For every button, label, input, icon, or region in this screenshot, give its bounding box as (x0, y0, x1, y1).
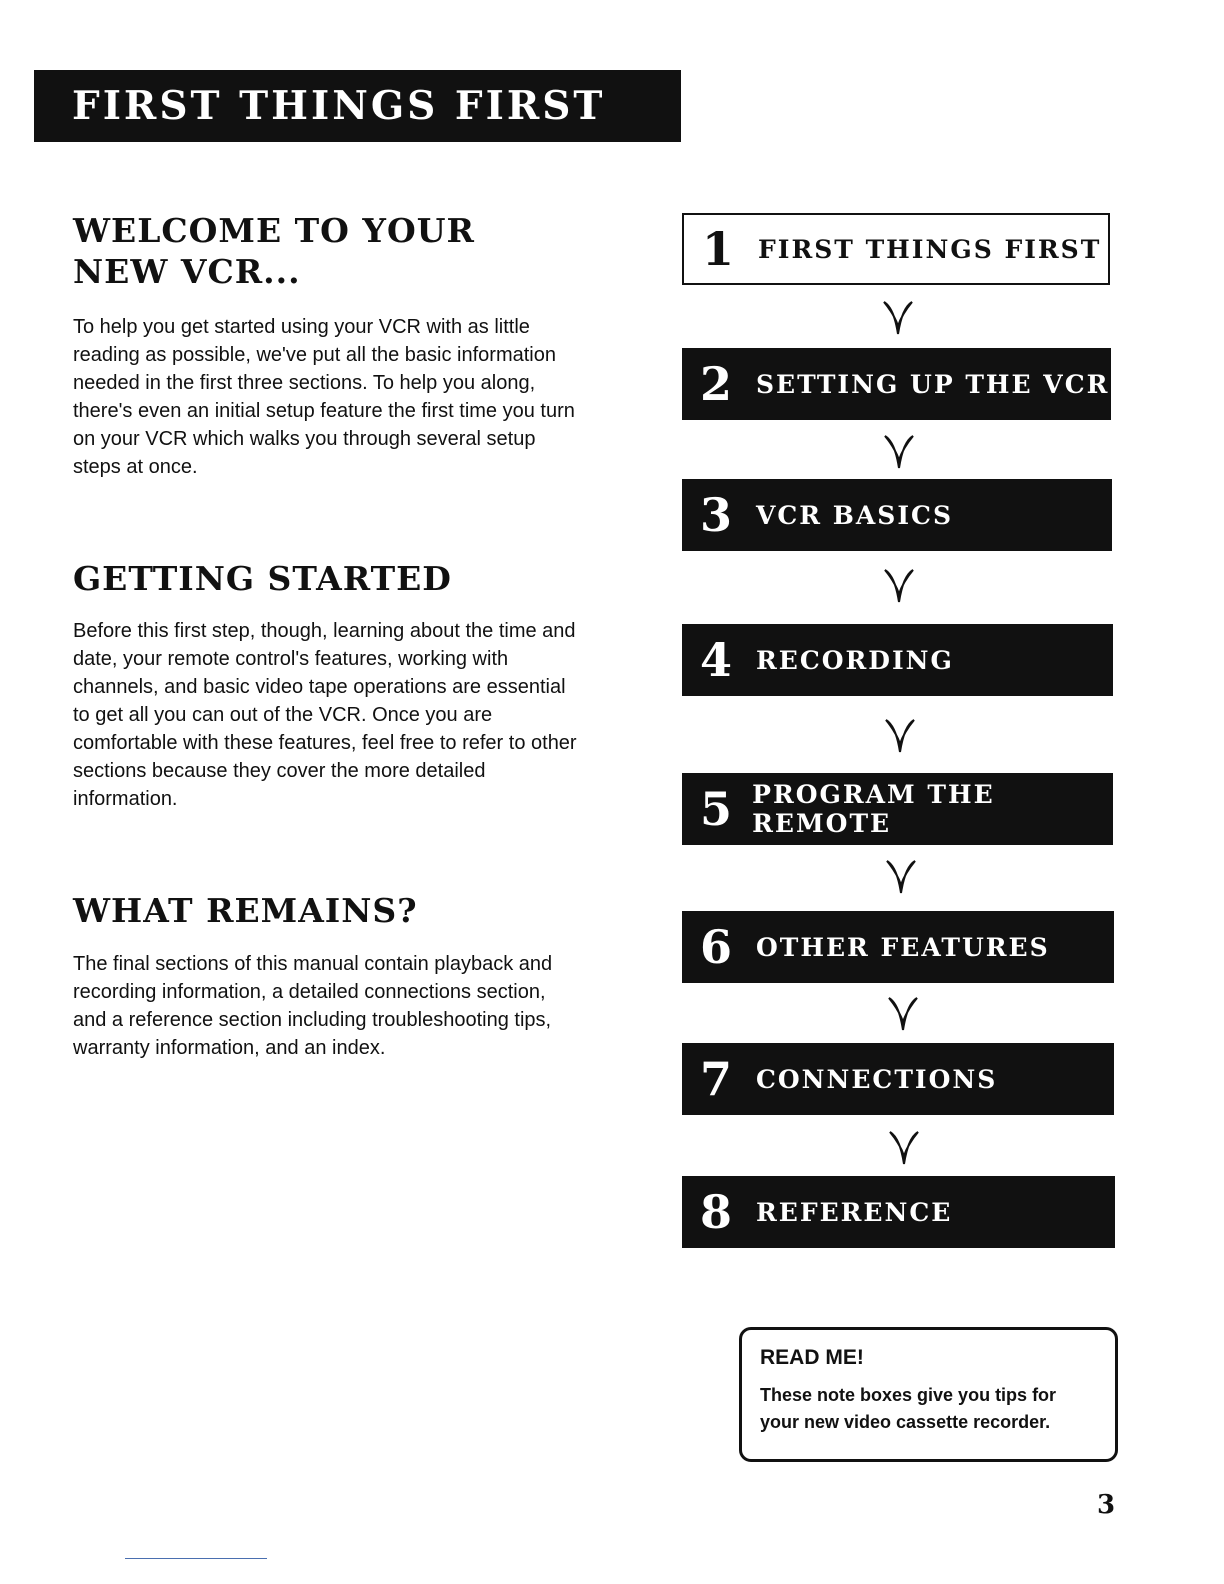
header-bar (34, 70, 681, 142)
section-body-getting-started: Before this first step, though, learning about the time and date, your remote control's features, working with channels, and basic video tape operations are essential to get all you can out of the VCR. Once you are comfortable with these features, feel free to refer to other sections because they cover the more detailed information. (73, 620, 577, 810)
step-label: SETTING UP THE VCR (756, 369, 1110, 399)
step-number: 3 (700, 488, 733, 542)
note-box (739, 1327, 1118, 1462)
step-number: 1 (702, 222, 735, 276)
down-arrow-icon (883, 992, 923, 1036)
down-arrow-icon (880, 714, 920, 758)
step-label: OTHER FEATURES (756, 932, 1050, 962)
flow-step-3 (682, 479, 1112, 551)
step-number: 6 (700, 920, 733, 974)
flow-step-5 (682, 773, 1113, 845)
step-number: 8 (700, 1185, 733, 1239)
step-label: PROGRAM THE REMOTE (752, 780, 995, 838)
down-arrow-icon (879, 564, 919, 608)
step-number: 7 (700, 1052, 733, 1106)
page-number: 3 (1097, 1490, 1116, 1520)
section-body-what-remains: The final sections of this manual contain playback and recording information, a detailed connections section, and a reference section including troubleshooting tips, warranty information, and an index. (73, 953, 553, 1059)
flow-step-4 (682, 624, 1113, 696)
section-heading-what-remains: WHAT REMAINS? (73, 891, 418, 930)
footer-rule (125, 1558, 267, 1559)
step-number: 4 (700, 633, 733, 687)
flow-step-1 (682, 213, 1110, 285)
section-heading-getting-started: GETTING STARTED (73, 559, 452, 598)
down-arrow-icon (884, 1126, 924, 1170)
down-arrow-icon (881, 855, 921, 899)
note-title: READ ME! (760, 1346, 864, 1369)
step-label: VCR BASICS (756, 500, 954, 530)
step-number: 2 (700, 357, 733, 411)
step-label: CONNECTIONS (756, 1064, 998, 1094)
step-label: RECORDING (756, 645, 954, 675)
step-label: REFERENCE (756, 1197, 953, 1227)
section-heading-welcome: WELCOME TO YOUR NEW VCR... (73, 211, 475, 291)
flow-step-6 (682, 911, 1114, 983)
step-number: 5 (700, 782, 733, 836)
flow-step-8 (682, 1176, 1115, 1248)
flow-step-2 (682, 348, 1111, 420)
flow-step-7 (682, 1043, 1114, 1115)
note-text: These note boxes give you tips for your new video cassette recorder. (760, 1385, 1057, 1432)
page-title: FIRST THINGS FIRST (72, 83, 606, 129)
down-arrow-icon (879, 430, 919, 474)
down-arrow-icon (878, 296, 918, 340)
section-body-welcome: To help you get started using your VCR with as little reading as possible, we've put all the basic information needed in the first three sections. To help you along, there's even an initial setup feature the first time you turn on your VCR which walks you through several setup steps at once. (73, 316, 575, 478)
step-label: FIRST THINGS FIRST (758, 234, 1102, 264)
